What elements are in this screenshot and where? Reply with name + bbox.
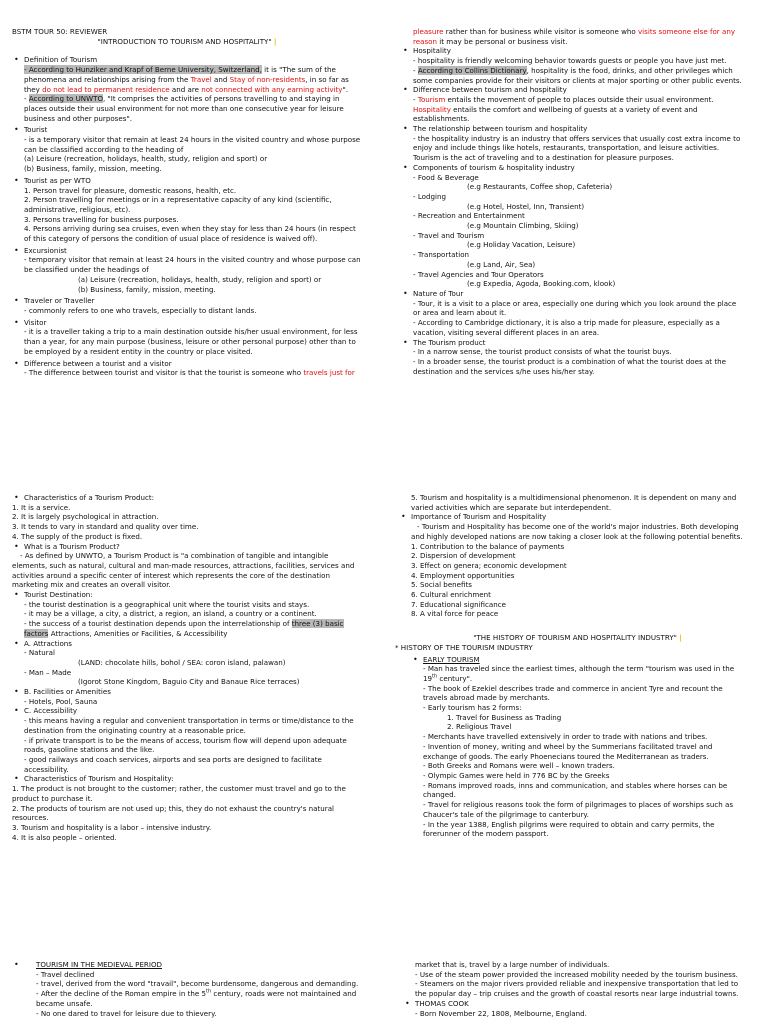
bullet-hospitality: • Hospitality	[401, 46, 744, 56]
text-cursor-mark: |	[679, 633, 682, 643]
wto-item-3: 3. Persons travelling for business purposes.	[24, 214, 179, 224]
char-item: 2. The products of tourism are not used up; this, they do not exhaust the country's natural resources.	[12, 803, 335, 823]
component-example: (e.g Restaurants, Coffee shop, Cafeteria)	[467, 182, 613, 192]
excursionist-heading-b: (b) Business, family, mission, meeting.	[78, 284, 216, 294]
bullet-relationship: • The relationship between tourism and hospitality	[401, 124, 744, 134]
bullet-excursionist: • Excursionist	[12, 246, 362, 256]
component-recreation: - Recreation and Entertainment	[413, 211, 525, 221]
thomas-cook-item: - Born November 22, 1808, Melbourne, England.	[415, 1008, 587, 1018]
page1-right-column	[401, 27, 744, 376]
page3-right-column	[415, 960, 744, 1018]
early-form: 2. Religious Travel	[447, 722, 512, 732]
char-item: 1. The product is not brought to the customer; rather, the customer must travel and go to the product to purchase it.	[12, 784, 346, 803]
page1-left-column	[12, 27, 362, 378]
bullet-tourist-wto: • Tourist as per WTO	[12, 176, 362, 186]
bullet-characteristics-product: • Characteristics of a Tourism Product:	[12, 493, 362, 503]
component-example: (e.g Hotel, Hostel, Inn, Transient)	[467, 201, 585, 211]
page2-left-column	[12, 493, 362, 842]
bullet-visitor: • Visitor	[12, 318, 362, 328]
early-form: 1. Travel for Business as Trading	[447, 712, 562, 722]
product-narrow: - In a narrow sense, the tourist product consists of what the tourist buys.	[413, 347, 672, 357]
early-item: - Romans improved roads, inns and communication, and stables where horses can be changed.	[423, 780, 728, 800]
attraction-example: (LAND: chocolate hills, bohol / SEA: coron island, palawan)	[78, 657, 286, 667]
importance-item: 4. Employment opportunities	[411, 570, 515, 580]
importance-description: - Tourism and Hospitality has become one of the world's major industries. Both developing and highly developed nations are now taking a closer look at the following potential benefits.	[411, 522, 743, 541]
early-item: - In the year 1388, English pilgrims were required to obtain and carry permits, the forerunner of the modern passport.	[423, 819, 715, 839]
visitor-description: - it is a traveller taking a trip to a main destination outside his/her usual environment, for less than a year, for any main purpose (business, leisure or other personal purpose) other than to be employed by a resident entity in the country or place visited.	[24, 327, 358, 356]
definition-hunziker: - According to Hunziker and Krapf of Berne University, Switzerland, it is "The sum of the phenomena and relationships arising from the Travel and Stay of non-residents, in so far as they do not lead to permanent residence and are not connected with any earning activity".	[24, 65, 349, 94]
early-item: - Olympic Games were held in 776 BC by the Greeks	[423, 770, 610, 780]
attraction-manmade: - Man – Made	[24, 667, 72, 677]
early-item: - Merchants have travelled extensively in order to trade with nations and tribes.	[423, 732, 708, 742]
component-transportation: - Transportation	[413, 250, 470, 260]
importance-item: 2. Dispersion of development	[411, 551, 516, 561]
early-item: - Man has traveled since the earliest times, although the term "tourism was used in the 19th century".	[423, 664, 735, 683]
medieval-item: - travel, derived from the word "travail", become burdensome, dangerous and demanding.	[36, 979, 359, 989]
destination-item: - the success of a tourist destination depends upon the interrelationship of three (3) basic factors Attractions, Amenities or Facilities, & Accessibility	[24, 619, 344, 638]
early-item: - Both Greeks and Romans were well – known traders.	[423, 761, 615, 771]
bullet-facilities: • B. Facilities or Amenities	[12, 687, 362, 697]
bullet-components: • Components of tourism & hospitality industry	[401, 163, 744, 173]
component-food-beverage: - Food & Beverage	[413, 172, 479, 182]
bullet-thomas-cook: • THOMAS COOK	[403, 999, 744, 1009]
nature-def-1: - Tour, it is a visit to a place or area, especially one during which you look around the place or area and learn about it.	[413, 298, 737, 318]
importance-item: 3. Effect on genera; economic development	[411, 560, 567, 570]
bullet-characteristics-tourism: • Characteristics of Tourism and Hospitality:	[12, 774, 362, 784]
char-item: 1. It is a service.	[12, 502, 71, 512]
bullet-importance: • Importance of Tourism and Hospitality	[399, 512, 744, 522]
product-definition: - As defined by UNWTO, a Tourism Product is "a combination of tangible and intangible elements, such as natural, cultural and man-made resources, attractions, facilities, services and activities around a specific center of interest which represents the core of the destination marketing mix and creates an overall visitor.	[12, 551, 355, 590]
destination-item: - the tourist destination is a geographical unit where the tourist visits and stays.	[24, 599, 310, 609]
medieval-item: - Travel declined	[36, 969, 95, 979]
early-item: - The book of Ezekiel describes trade and commerce in ancient Tyre and recount the travels abroad made by merchants.	[423, 683, 723, 703]
hospitality-entails: Hospitality entails the comfort and wellbeing of guests at a variety of event and establishments.	[413, 104, 698, 124]
early-item: - Early tourism has 2 forms:	[423, 703, 522, 713]
history-subtitle: * HISTORY OF THE TOURISM INDUSTRY	[395, 642, 533, 652]
bullet-nature-of-tour: • Nature of Tour	[401, 289, 744, 299]
component-example: (e.g Land, Air, Sea)	[467, 259, 536, 269]
char-item: 5. Tourism and hospitality is a multidimensional phenomenon. It is dependent on many and varied activities which are separate but interdependent.	[411, 493, 737, 512]
tourist-heading-a: (a) Leisure (recreation, holidays, health, study, religion and sport) or	[24, 154, 268, 164]
tourism-entails: - Tourism entails the movement of people to places outside their usual environment.	[413, 94, 714, 104]
text-cursor-mark: |	[273, 36, 277, 46]
bullet-tourism-product: • The Tourism product	[401, 338, 744, 348]
importance-item: 7. Educational significance	[411, 599, 507, 609]
section-title: "INTRODUCTION TO TOURISM AND HOSPITALITY" |	[97, 36, 277, 46]
bullet-traveler: • Traveler or Traveller	[12, 296, 362, 306]
medieval-item: - After the decline of the Roman empire in the 5th century, roads were not maintained and became unsafe.	[36, 988, 357, 1008]
wto-item-4: 4. Persons arriving during sea cruises, even when they stay for less than 24 hours (in respect of this category of persons the condition of usual place of residence is waived off).	[24, 224, 356, 244]
difference-description: - The difference between tourist and visitor is that the tourist is someone who travels just for	[24, 368, 355, 378]
nature-def-2: - According to Cambridge dictionary, it is also a trip made for pleasure, especially as a vacation, visiting several different places in an area.	[413, 318, 720, 337]
early-item: - Travel for religious reasons took the form of pilgrimages to places of worships such as Chaucer's tale of the pilgrimage to canterbury.	[423, 800, 734, 819]
importance-item: 6. Cultural enrichment	[411, 590, 491, 600]
component-lodging: - Lodging	[413, 191, 446, 201]
facilities-item: - Hotels, Pool, Sauna	[24, 696, 98, 706]
difference-continued: pleasure rather than for business while visitor is someone who visits someone else for any reason it may be personal or business visit.	[413, 27, 736, 46]
char-item: 4. It is also people – oriented.	[12, 832, 117, 842]
bullet-difference-tourism-hospitality: • Difference between tourism and hospitality	[401, 85, 744, 95]
char-item: 2. It is largely psychological in attraction.	[12, 512, 159, 522]
attraction-example: (Igorot Stone Kingdom, Baguio City and Banaue Rice terraces)	[78, 677, 300, 687]
attraction-natural: - Natural	[24, 648, 55, 658]
industrial-item: market that is, travel by a large number of individuals.	[415, 960, 610, 969]
wto-item-2: 2. Person travelling for meetings or in a representative capacity of any kind (scientific, administrative, religious, etc).	[24, 195, 332, 214]
component-travel-tourism: - Travel and Tourism	[413, 230, 485, 240]
importance-item: 5. Social benefits	[411, 580, 472, 590]
bullet-attractions: • A. Attractions	[12, 639, 362, 649]
hospitality-def-2: - According to Collins Dictionary, hospitality is the food, drinks, and other privileges which some companies provide for their visitors or clients at major sporting or other public events.	[413, 65, 742, 85]
medieval-item: - No one dared to travel for leisure due to thievery.	[36, 1008, 217, 1018]
excursionist-description: - temporary visitor that remain at least 24 hours in the visited country and whose purpose can be classified under the headings of	[24, 255, 361, 275]
doc-header: BSTM TOUR 50: REVIEWER	[12, 27, 108, 36]
component-example: (e.g Expedia, Agoda, Booking.com, klook)	[467, 279, 616, 289]
char-item: 4. The supply of the product is fixed.	[12, 531, 143, 541]
char-item: 3. Tourism and hospitality is a labor – intensive industry.	[12, 822, 212, 832]
bullet-what-is-product: • What is a Tourism Product?	[12, 542, 362, 552]
char-item: 3. It tends to vary in standard and quality over time.	[12, 522, 199, 532]
component-example: (e.g Holiday Vacation, Leisure)	[467, 240, 576, 250]
accessibility-item: - if private transport is to be the means of access, tourism flow will depend upon adequate roads, gasoline stations and the like.	[24, 735, 347, 755]
industrial-item: - Use of the steam power provided the increased mobility needed by the tourism business.	[415, 969, 738, 979]
wto-item-1: 1. Person travel for pleasure, domestic reasons, health, etc.	[24, 185, 237, 195]
accessibility-item: - this means having a regular and convenient transportation in terms or time/distance to the destination from the originating country at a reasonable price.	[24, 716, 354, 735]
bullet-tourist: • Tourist	[12, 125, 362, 135]
bullet-difference-tourist-visitor: • Difference between a tourist and a visitor	[12, 359, 362, 369]
bullet-accessibility: • C. Accessibility	[12, 706, 362, 716]
traveler-description: - commonly refers to one who travels, especially to distant lands.	[24, 305, 257, 315]
history-title: "THE HISTORY OF TOURISM AND HOSPITALITY INDUSTRY" |	[473, 633, 682, 643]
page3-left-column	[12, 960, 362, 1018]
relationship-description: - the hospitality industry is an industry that offers services that usually cost extra income to enjoy and include things like hotels, restaurants, transportation, and leisure activities. Tourism is the act of traveling and to a destination for pleasure purposes.	[413, 133, 741, 163]
importance-item: 1. Contribution to the balance of payments	[411, 541, 565, 551]
industrial-item: - Steamers on the major rivers provided reliable and inexpensive transportation that led to the popular day – trip cruises and the growth of coastal resorts near large industrial towns.	[415, 979, 739, 999]
definition-unwto: - According to UNWTO, "It comprises the activities of persons travelling to and staying in places outside their usual environment for not more than one consecutive year for leisure business and other purposes".	[24, 94, 344, 123]
bullet-definition-of-tourism: • Definition of Tourism	[12, 55, 362, 65]
destination-item: - it may be a village, a city, a district, a region, an island, a country or a continent.	[24, 609, 317, 619]
importance-item: 8. A vital force for peace	[411, 609, 499, 619]
hospitality-def-1: - hospitality is friendly welcoming behavior towards guests or people you have just met.	[413, 56, 727, 66]
excursionist-heading-a: (a) Leisure (recreation, holidays, health, study, religion and sport) or	[78, 274, 322, 284]
accessibility-item: - good railways and coach services, airports and sea ports are designed to facilitate accessibility.	[24, 754, 322, 774]
tourist-heading-b: (b) Business, family, mission, meeting.	[24, 164, 162, 174]
bullet-medieval: • TOURISM IN THE MEDIEVAL PERIOD	[12, 960, 362, 970]
bullet-tourist-destination: • Tourist Destination:	[12, 590, 362, 600]
component-travel-agencies: - Travel Agencies and Tour Operators	[413, 269, 544, 279]
page2-right-column	[395, 493, 744, 839]
tourist-description: - is a temporary visitor that remain at least 24 hours in the visited country and whose purpose can be classified according to the heading of	[24, 135, 361, 154]
early-item: - Invention of money, writing and wheel by the Summerians facilitated travel and exchange of goods. The early Phoenecians toured the Mediterranean as traders.	[423, 741, 713, 761]
bullet-early-tourism: • EARLY TOURISM	[411, 655, 744, 665]
product-broad: - In a broader sense, the tourist product is a combination of what the tourist does at the destination and the services s/he uses his/her stay.	[413, 356, 726, 376]
component-example: (e.g Mountain Climbing, Skiing)	[467, 221, 579, 231]
